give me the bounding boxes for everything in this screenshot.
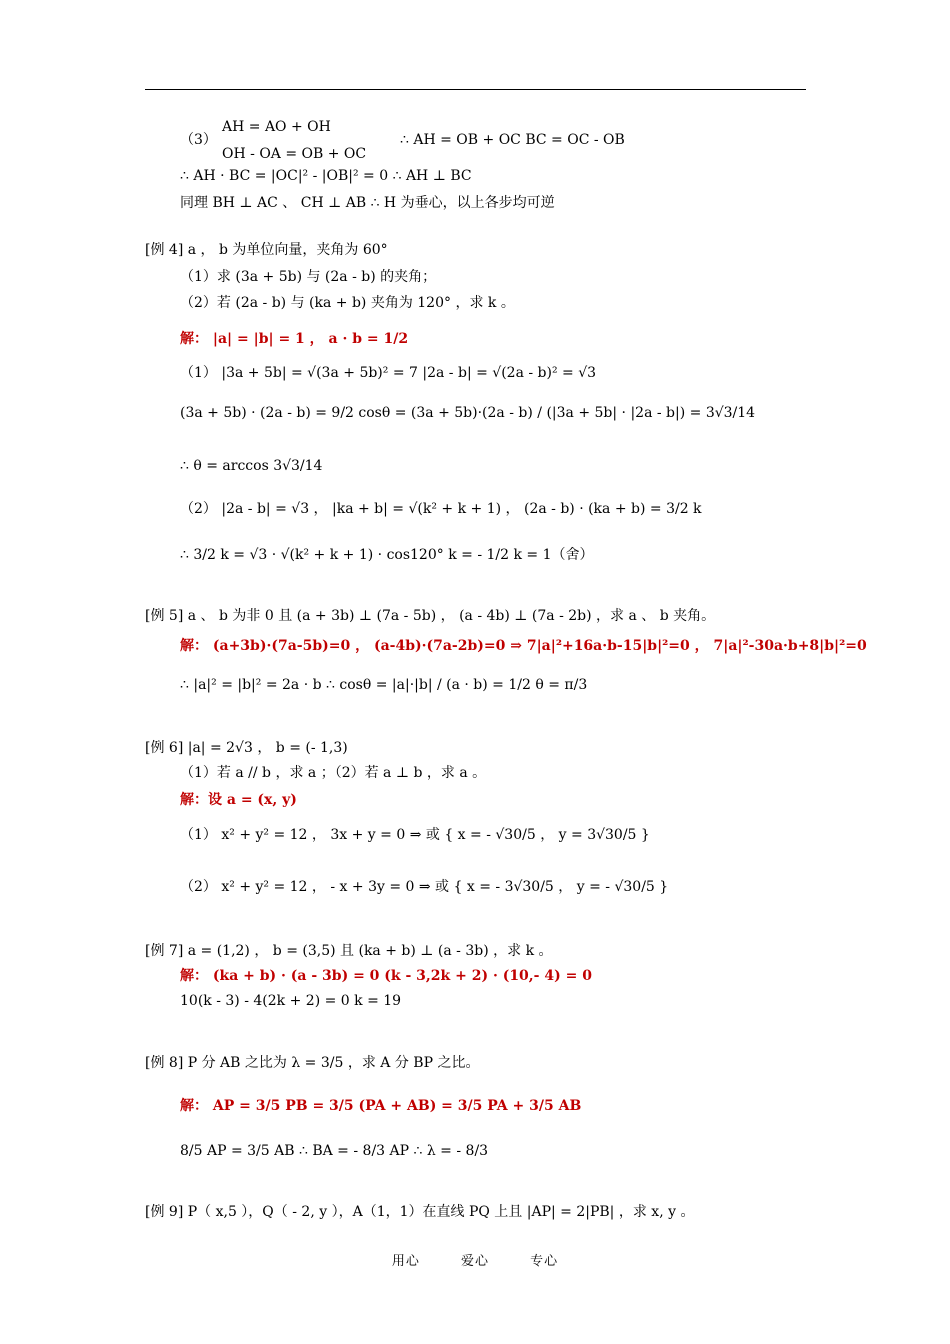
footer-text: 用心 <box>391 1254 420 1269</box>
header-rule <box>145 89 806 90</box>
solution-line: 解： |a| = |b| = 1 ， a · b = 1/2 <box>180 331 409 347</box>
example-9-heading: [例 9] P（ x,5 ），Q（ - 2, y ），A（1，1）在直线 PQ 上且 |AP| = 2|PB| ，求 x, y 。 <box>145 1204 695 1220</box>
text-line: （1）求 (3a + 5b) 与 (2a - b) 的夹角； <box>180 269 437 285</box>
example-8-heading: [例 8] P 分 AB 之比为 λ = 3/5 ，求 A 分 BP 之比。 <box>145 1055 480 1071</box>
text-line: OH - OA = OB + OC <box>222 146 367 162</box>
text-line: AH = AO + OH <box>222 119 331 135</box>
text-line: 8/5 AP = 3/5 AB ∴ BA = - 8/3 AP ∴ λ = - 8/3 <box>180 1143 489 1159</box>
text-line: (3a + 5b) · (2a - b) = 9/2 cosθ = (3a + 5b)·(2a - b) / (|3a + 5b| · |2a - b|) = 3√3/14 <box>180 405 756 421</box>
footer-text: 专心 <box>530 1254 559 1269</box>
text-line: （2）若 (2a - b) 与 (ka + b) 夹角为 120° ，求 k 。 <box>180 295 515 311</box>
text-line: 10(k - 3) - 4(2k + 2) = 0 k = 19 <box>180 993 402 1009</box>
solution-line: 解： (ka + b) · (a - 3b) = 0 (k - 3,2k + 2) · (10,- 4) = 0 <box>180 968 592 984</box>
solution-line: 解：设 a = (x, y) <box>180 792 297 808</box>
example-5-heading: [例 5] a 、 b 为非 0 且 (a + 3b) ⊥ (7a - 5b) ， (a - 4b) ⊥ (7a - 2b) ，求 a 、 b 夹角。 <box>145 608 716 624</box>
text-line: ∴ |a|² = |b|² = 2a · b ∴ cosθ = |a|·|b| / (a · b) = 1/2 θ = π/3 <box>180 677 588 693</box>
text-line: ∴ 3/2 k = √3 · √(k² + k + 1) · cos120° k = - 1/2 k = 1（舍） <box>180 547 594 563</box>
example-6-heading: [例 6] |a| = 2√3 ， b = (- 1,3) <box>145 740 348 756</box>
text-line: 同理 BH ⊥ AC 、 CH ⊥ AB ∴ H 为垂心，以上各步均可逆 <box>180 195 555 211</box>
text-line: ∴ AH = OB + OC BC = OC - OB <box>400 132 625 148</box>
text-line: （1） x² + y² = 12 ， 3x + y = 0 ⇒ 或 { x = - √30/5 ， y = 3√30/5 } <box>180 827 650 843</box>
example-7-heading: [例 7] a = (1,2) ， b = (3,5) 且 (ka + b) ⊥ (a - 3b) ，求 k 。 <box>145 943 553 959</box>
text-line: （1） |3a + 5b| = √(3a + 5b)² = 7 |2a - b| = √(2a - b)² = √3 <box>180 365 597 381</box>
text-line: （1）若 a // b ，求 a ；（2）若 a ⊥ b ，求 a 。 <box>180 765 487 781</box>
text-line: （2） x² + y² = 12 ， - x + 3y = 0 ⇒ 或 { x = - 3√30/5 ， y = - √30/5 } <box>180 879 669 895</box>
text-line: （3） <box>180 132 217 148</box>
footer-text: 爱心 <box>460 1254 489 1269</box>
solution-line: 解： (a+3b)·(7a-5b)=0 ， (a-4b)·(7a-2b)=0 ⇒ 7|a|²+16a·b-15|b|²=0 ， 7|a|²-30a·b+8|b|²=0 <box>180 638 867 654</box>
text-line: ∴ AH · BC = |OC|² - |OB|² = 0 ∴ AH ⊥ BC <box>180 168 472 184</box>
page-footer <box>0 1250 950 1269</box>
example-4-heading: [例 4] a ， b 为单位向量，夹角为 60° <box>145 242 388 258</box>
text-line: （2） |2a - b| = √3 ， |ka + b| = √(k² + k + 1) ， (2a - b) · (ka + b) = 3/2 k <box>180 501 702 517</box>
text-line: ∴ θ = arccos 3√3/14 <box>180 458 323 474</box>
solution-line: 解： AP = 3/5 PB = 3/5 (PA + AB) = 3/5 PA + 3/5 AB <box>180 1098 582 1114</box>
